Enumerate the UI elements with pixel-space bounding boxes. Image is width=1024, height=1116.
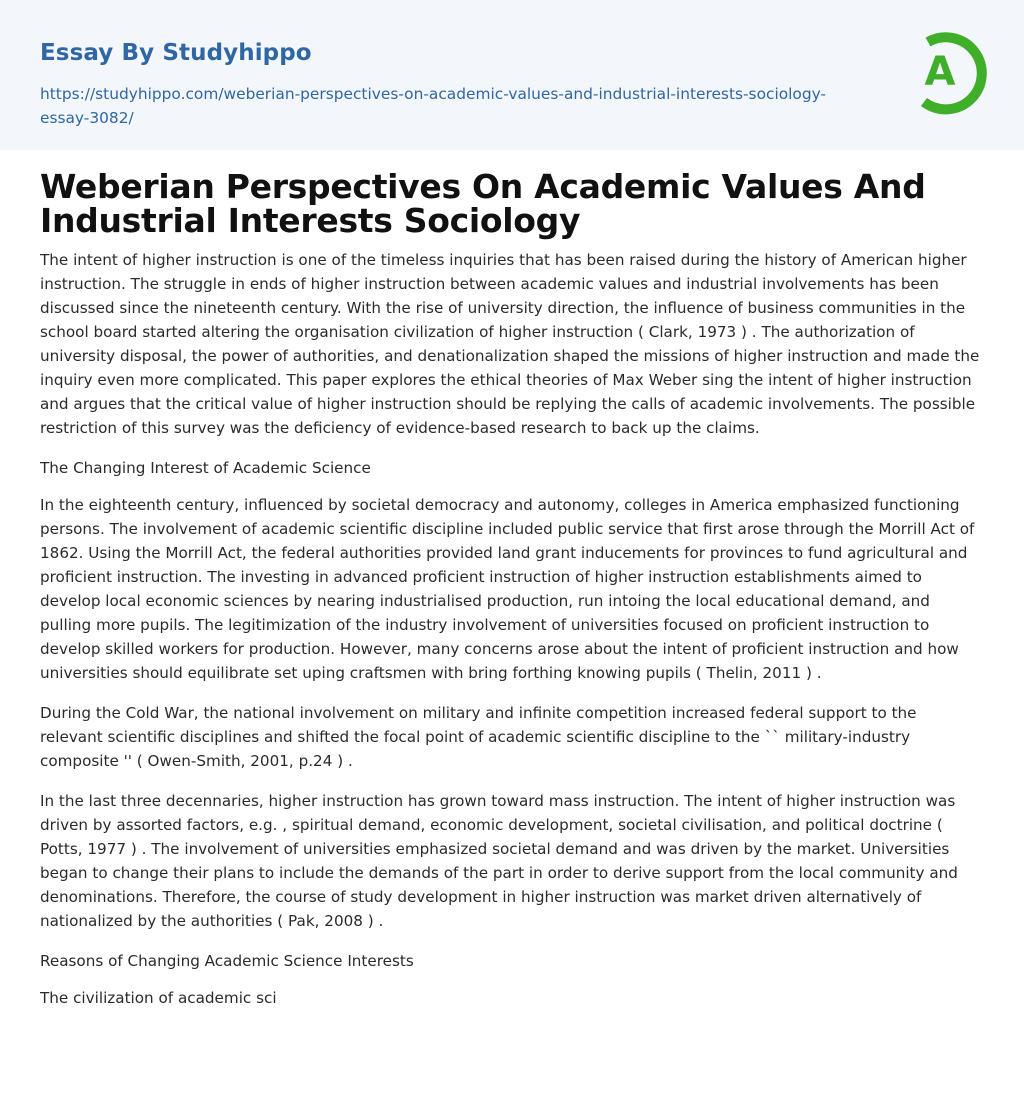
intro-paragraph: The intent of higher instruction is one of the timeless inquiries that has been raised during the history of American higher instruction. The struggle in ends of higher instruction between academic values and industrial involvements has been discussed since the nineteenth century. With the rise of university direction, the influence of business communities in the school board started altering the organisation civilization of higher instruction ( Clark, 1973 ) . The authorization of university disposal, the power of authorities, and denationalization shaped the missions of higher instruction and made the inquiry even more complicated. This paper explores the ethical theories of Max Weber sing the intent of higher instruction and argues that the critical value of higher instruction should be replying the calls of academic involvements. The possible restriction of this survey was the deficiency of evidence-based research to back up the claims. xyxy=(40,251,980,437)
site-header xyxy=(0,0,1024,150)
logo-letter: A xyxy=(924,49,956,95)
page-title: Weberian Perspectives On Academic Values And Industrial Interests Sociology xyxy=(40,167,926,240)
paragraph-mass-instruction: In the last three decennaries, higher instruction has grown toward mass instruction. The intent of higher instruction was driven by assorted factors, e.g. , spiritual demand, economic development, societal civilisation, and political doctrine ( Potts, 1977 ) . The involvement of universities emphasized societal demand and was driven by the market. Universities began to change their plans to include the demands of the part in order to derive support from the local community and denominations. Therefore, the course of study development in higher instruction was market driven alternatively of nationalized by the authorities ( Pak, 2008 ) . xyxy=(40,792,958,930)
paragraph-cold-war: During the Cold War, the national involvement on military and infinite competition increased federal support to the relevant scientific disciplines and shifted the focal point of academic scientific discipline to the `` military-industry composite '' ( Owen-Smith, 2001, p.24 ) . xyxy=(40,704,917,770)
article-body xyxy=(40,167,984,1026)
source-url-link[interactable]: https://studyhippo.com/weberian-perspectives-on-academic-values-and-industrial-interests-sociology-essay-3082/ xyxy=(40,85,826,127)
section-heading-changing-interest: The Changing Interest of Academic Science xyxy=(40,459,371,477)
section-heading-reasons: Reasons of Changing Academic Science Interests xyxy=(40,952,414,970)
paragraph-truncated: The civilization of academic sci xyxy=(40,989,277,1007)
brand-title[interactable]: Essay By Studyhippo xyxy=(40,40,312,66)
studyhippo-logo-icon[interactable] xyxy=(906,28,990,116)
paragraph-eighteenth-century: In the eighteenth century, influenced by societal democracy and autonomy, colleges in America emphasized functioning persons. The involvement of academic scientific discipline included public service that first arose through the Morrill Act of 1862. Using the Morrill Act, the federal authorities provided land grant inducements for provinces to fund agricultural and proficient instruction. The investing in advanced proficient instruction of higher instruction establishments aimed to develop local economic sciences by nearing industrialised production, run intoing the local educational demand, and pulling more pupils. The legitimization of the industry involvement of universities focused on proficient instruction to develop skilled workers for production. However, many concerns arose about the intent of proficient instruction and how universities should equilibrate set uping craftsmen with bring forthing knowing pupils ( Thelin, 2011 ) . xyxy=(40,496,975,682)
